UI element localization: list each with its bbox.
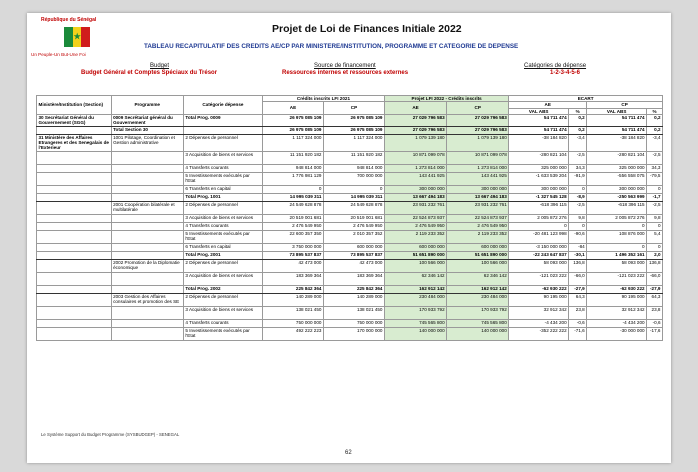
ecart-ae-pct-cell: -2,5	[569, 151, 587, 164]
category-cell: 3 Acquisition de biens et services	[183, 151, 262, 164]
programme-cell: 1001 Pilotage, Coordination et Gestion administrative	[111, 134, 183, 151]
lfi2022-cp-cell: 140 000 000	[447, 327, 509, 340]
programme-cell	[111, 251, 183, 259]
lfi2021-ae-cell: 24 549 628 878	[262, 201, 323, 214]
lfi2021-ae-cell: 3 750 000 000	[262, 243, 323, 251]
ecart-cp-valabs-cell: -618 396 115	[587, 201, 647, 214]
lfi2022-cp-cell: 1 079 139 180	[447, 134, 509, 151]
ecart-ae-pct-cell: -0,6	[569, 319, 587, 327]
programme-cell	[111, 306, 183, 319]
lfi2021-cp-cell: 0	[323, 185, 384, 193]
ecart-ae-valabs-cell: -20 481 123 998	[509, 230, 569, 243]
lfi2022-cp-cell: 27 029 796 583	[447, 126, 509, 134]
ecart-ae-pct-cell: -2,5	[569, 201, 587, 214]
category-cell: 3 Acquisition de biens et services	[183, 214, 262, 222]
programme-cell: 2001 Coopération bilatérale et multilatérale	[111, 201, 183, 214]
programme-cell	[111, 222, 183, 230]
ecart-cp-pct-cell: 0,2	[647, 126, 663, 134]
ecart-cp-valabs-cell: -38 184 820	[587, 134, 647, 151]
programme-cell	[111, 327, 183, 340]
source-label: Source de financement	[314, 63, 376, 69]
lfi2022-ae-cell: 22 524 873 937	[384, 214, 446, 222]
section-cell	[37, 230, 112, 243]
ecart-ae-pct-cell: -84	[569, 243, 587, 251]
ecart-cp-valabs-cell: 32 912 342	[587, 306, 647, 319]
table-row	[37, 285, 663, 293]
lfi2021-ae-cell: 948 814 000	[262, 164, 323, 172]
table-row	[37, 164, 663, 172]
lfi2021-cp-cell: 20 519 001 681	[323, 214, 384, 222]
table-row	[37, 126, 663, 134]
ecart-ae-valabs-cell: -38 184 820	[509, 134, 569, 151]
table-row	[37, 193, 663, 201]
category-cell: 2 Dépenses de personnel	[183, 293, 262, 306]
lfi2022-cp-cell: 13 667 494 183	[447, 193, 509, 201]
ecart-cp-pct-cell: 64,3	[647, 293, 663, 306]
section-cell	[37, 327, 112, 340]
lfi2022-cp-cell: 1 273 814 000	[447, 164, 509, 172]
lfi2021-cp-cell: 11 151 920 182	[323, 151, 384, 164]
ecart-ae-header: AE	[509, 102, 587, 108]
lfi2022-cp-cell: 51 651 890 000	[447, 251, 509, 259]
lfi2022-ae-header: AE	[384, 102, 446, 115]
lfi2021-ae-cell: 14 995 039 311	[262, 193, 323, 201]
lfi2022-cp-header: CP	[447, 102, 509, 115]
lfi2021-ae-cell: 42 473 000	[262, 259, 323, 272]
ecart-cp-pct-header: %	[647, 108, 663, 114]
programme-cell	[111, 172, 183, 185]
ecart-cp-pct-cell: -79,5	[647, 172, 663, 185]
ecart-cp-pct-cell: 2,0	[647, 251, 663, 259]
lfi2021-cp-cell: 138 021 450	[323, 306, 384, 319]
category-cell: Total Prog. 2002	[183, 285, 262, 293]
lfi2022-ae-cell: 170 933 792	[384, 306, 446, 319]
table-row	[37, 201, 663, 214]
ecart-ae-valabs-cell: -4 434 200	[509, 319, 569, 327]
lfi2021-cp-cell: 24 549 628 878	[323, 201, 384, 214]
lfi2021-cp-cell: 750 000 000	[323, 319, 384, 327]
section-cell: 31 Ministère des Affaires Etrangeres et des Senegalais de l'Exterieur	[37, 134, 112, 151]
lfi2021-cp-cell: 140 289 000	[323, 293, 384, 306]
ecart-ae-valabs-cell: -1 327 545 128	[509, 193, 569, 201]
ecart-cp-valabs-cell: 2 005 872 276	[587, 214, 647, 222]
ecart-cp-pct-cell: 0	[647, 185, 663, 193]
lfi2021-cp-cell: 14 995 039 311	[323, 193, 384, 201]
programme-cell: 0009 Secrétariat général du Gouvernement	[111, 114, 183, 126]
lfi2022-ae-cell: 1 079 139 180	[384, 134, 446, 151]
lfi2022-ae-cell: 62 346 142	[384, 272, 446, 285]
lfi2021-ae-cell: 0	[262, 185, 323, 193]
lfi2021-ae-cell: 492 222 223	[262, 327, 323, 340]
lfi2022-ae-cell: 230 484 000	[384, 293, 446, 306]
ecart-cp-valabs-cell: 325 000 000	[587, 164, 647, 172]
ecart-cp-valabs-cell: -280 821 104	[587, 151, 647, 164]
lfi2021-cp-cell: 26 975 085 109	[323, 126, 384, 134]
section-cell	[37, 214, 112, 222]
category-cell: Total Prog. 1001	[183, 193, 262, 201]
lfi2021-cp-cell: 700 000 000	[323, 172, 384, 185]
lfi2022-cp-cell: 162 912 142	[447, 285, 509, 293]
lfi2021-cp-cell: 225 842 364	[323, 285, 384, 293]
programme-cell: 2003 Gestion des Affaires consulaires et promotion des SE	[111, 293, 183, 306]
footer-system: Le Système Support du Budget Programme (SYSBUDGEP) - SENEGAL	[41, 432, 180, 437]
lfi2021-cp-header: CP	[323, 102, 384, 115]
page-subtitle: TABLEAU RECAPITULATIF DES CREDITS AE/CP PAR MINISTERE/INSTITUTION, PROGRAMME ET CATEGORIE DE DEPENSE	[144, 43, 519, 50]
ecart-ae-valabs-cell: -618 396 115	[509, 201, 569, 214]
page-title: Projet de Loi de Finances Initiale 2022	[272, 23, 462, 35]
category-cell: 2 Dépenses de personnel	[183, 134, 262, 151]
lfi2022-cp-cell: 300 000 000	[447, 185, 509, 193]
lfi2021-ae-header: AE	[262, 102, 323, 115]
table-row	[37, 222, 663, 230]
source-value: Ressources internes et ressources externes	[282, 70, 409, 76]
lfi2022-ae-cell: 100 566 000	[384, 259, 446, 272]
table-body	[37, 114, 663, 340]
ecart-ae-valabs-cell: 300 000 000	[509, 185, 569, 193]
section-cell	[37, 185, 112, 193]
column-lfi2021: Crédits inscrits LFI 2021	[262, 96, 384, 102]
lfi2022-cp-cell: 170 933 792	[447, 306, 509, 319]
ecart-cp-pct-cell: -66,0	[647, 272, 663, 285]
lfi2021-ae-cell: 11 151 920 182	[262, 151, 323, 164]
lfi2021-ae-cell: 1 117 324 000	[262, 134, 323, 151]
ecart-cp-pct-cell: 23,8	[647, 306, 663, 319]
table-row	[37, 327, 663, 340]
ecart-ae-pct-cell: -66,0	[569, 272, 587, 285]
lfi2022-cp-cell: 143 441 925	[447, 172, 509, 185]
categories-label: Catégories de dépense	[524, 63, 587, 69]
ecart-ae-valabs-cell: -62 930 222	[509, 285, 569, 293]
category-cell	[183, 126, 262, 134]
ecart-cp-pct-cell: 5,4	[647, 230, 663, 243]
lfi2022-ae-cell: 27 029 796 583	[384, 114, 446, 126]
programme-cell	[111, 230, 183, 243]
ecart-cp-valabs-cell: 300 000 000	[587, 185, 647, 193]
ecart-ae-valabs-header: VAL ABS	[509, 108, 569, 114]
table-row	[37, 319, 663, 327]
lfi2021-cp-cell: 170 000 000	[323, 327, 384, 340]
lfi2021-cp-cell: 73 895 537 837	[323, 251, 384, 259]
section-cell	[37, 126, 112, 134]
section-cell	[37, 172, 112, 185]
programme-cell	[111, 185, 183, 193]
lfi2022-cp-cell: 230 484 000	[447, 293, 509, 306]
lfi2022-ae-cell: 143 441 925	[384, 172, 446, 185]
lfi2021-ae-cell: 20 519 001 681	[262, 214, 323, 222]
programme-cell	[111, 285, 183, 293]
programme-cell: 2002 Promotion de la Diplomatie économique	[111, 259, 183, 272]
table-row	[37, 251, 663, 259]
category-cell: 4 Transferts courants	[183, 164, 262, 172]
section-cell	[37, 259, 112, 272]
ecart-ae-valabs-cell: -352 222 222	[509, 327, 569, 340]
lfi2022-ae-cell: 2 119 233 352	[384, 230, 446, 243]
ecart-ae-pct-cell: 9,8	[569, 214, 587, 222]
ecart-ae-pct-cell: 0,2	[569, 114, 587, 126]
category-cell: 4 Transferts courants	[183, 319, 262, 327]
ecart-cp-pct-cell: -0,6	[647, 319, 663, 327]
ecart-ae-pct-cell: -3,4	[569, 134, 587, 151]
category-cell: 2 Dépenses de personnel	[183, 259, 262, 272]
ecart-cp-valabs-cell: 90 195 000	[587, 293, 647, 306]
lfi2022-ae-cell: 13 667 494 183	[384, 193, 446, 201]
lfi2021-cp-cell: 2 476 549 950	[323, 222, 384, 230]
lfi2022-ae-cell: 300 000 000	[384, 185, 446, 193]
ecart-cp-pct-cell: -27,9	[647, 285, 663, 293]
lfi2022-cp-cell: 23 931 232 761	[447, 201, 509, 214]
ecart-cp-valabs-cell: -4 434 200	[587, 319, 647, 327]
ecart-ae-valabs-cell: -3 150 000 000	[509, 243, 569, 251]
lfi2022-ae-cell: 10 871 099 078	[384, 151, 446, 164]
ecart-ae-valabs-cell: -1 633 539 204	[509, 172, 569, 185]
ecart-cp-valabs-cell: -30 000 000	[587, 327, 647, 340]
ecart-ae-pct-cell: 64,3	[569, 293, 587, 306]
category-cell: 2 Dépenses de personnel	[183, 201, 262, 214]
programme-cell	[111, 243, 183, 251]
lfi2021-cp-cell: 2 010 357 352	[323, 230, 384, 243]
category-cell: 3 Acquisition de biens et services	[183, 272, 262, 285]
column-categorie: Catégorie dépense	[183, 96, 262, 115]
ecart-ae-pct-cell: -8,9	[569, 193, 587, 201]
categories-value: 1-2-3-4-5-6	[550, 70, 581, 76]
ecart-ae-pct-cell: 0	[569, 185, 587, 193]
lfi2022-ae-cell: 51 651 890 000	[384, 251, 446, 259]
ecart-cp-pct-cell: 0	[647, 222, 663, 230]
ecart-ae-pct-cell: -91,9	[569, 172, 587, 185]
column-ministere: Ministère/Institution (Section)	[37, 96, 112, 115]
table-row	[37, 230, 663, 243]
lfi2021-ae-cell: 183 369 364	[262, 272, 323, 285]
programme-cell	[111, 193, 183, 201]
programme-cell	[111, 164, 183, 172]
lfi2022-ae-cell: 600 000 000	[384, 243, 446, 251]
ecart-ae-valabs-cell: 58 093 000	[509, 259, 569, 272]
section-cell: 30 Secrétariat Général du Gouvernement (SGG)	[37, 114, 112, 126]
ecart-ae-pct-cell: 34,3	[569, 164, 587, 172]
ecart-cp-pct-cell: -17,6	[647, 327, 663, 340]
section-cell	[37, 151, 112, 164]
budget-label: Budget	[150, 63, 170, 69]
table-row	[37, 134, 663, 151]
lfi2021-cp-cell: 26 975 085 109	[323, 114, 384, 126]
lfi2022-ae-cell: 140 000 000	[384, 327, 446, 340]
ecart-cp-pct-cell: -3,4	[647, 134, 663, 151]
ecart-cp-valabs-cell: 58 093 000	[587, 259, 647, 272]
table-row	[37, 293, 663, 306]
lfi2022-cp-cell: 62 346 142	[447, 272, 509, 285]
lfi2021-ae-cell: 138 021 450	[262, 306, 323, 319]
ecart-cp-pct-cell: -1,7	[647, 193, 663, 201]
ecart-ae-pct-cell: 136,8	[569, 259, 587, 272]
lfi2021-ae-cell: 140 289 000	[262, 293, 323, 306]
ecart-cp-valabs-cell: -62 930 222	[587, 285, 647, 293]
section-cell	[37, 285, 112, 293]
section-cell	[37, 319, 112, 327]
ecart-ae-pct-cell: -71,6	[569, 327, 587, 340]
national-motto: Un Peuple-Un But-Une Foi	[31, 52, 86, 57]
table-row	[37, 214, 663, 222]
ecart-ae-pct-cell: 23,8	[569, 306, 587, 319]
column-programme: Programme	[111, 96, 183, 115]
section-cell	[37, 193, 112, 201]
lfi2022-cp-cell: 2 476 549 950	[447, 222, 509, 230]
ecart-cp-valabs-cell: 54 711 474	[587, 114, 647, 126]
lfi2021-cp-cell: 183 369 364	[323, 272, 384, 285]
lfi2022-ae-cell: 27 029 796 583	[384, 126, 446, 134]
table-row	[37, 272, 663, 285]
section-cell	[37, 243, 112, 251]
ecart-ae-pct-cell: 0,2	[569, 126, 587, 134]
section-cell	[37, 293, 112, 306]
ecart-cp-valabs-cell: 54 711 474	[587, 126, 647, 134]
ecart-ae-valabs-cell: 54 711 474	[509, 114, 569, 126]
section-cell	[37, 222, 112, 230]
table-row	[37, 259, 663, 272]
programme-cell	[111, 319, 183, 327]
ecart-cp-pct-cell: 0	[647, 243, 663, 251]
ecart-cp-valabs-cell: 0	[587, 222, 647, 230]
ecart-cp-valabs-header: VAL ABS	[587, 108, 647, 114]
programme-cell	[111, 272, 183, 285]
section-cell	[37, 164, 112, 172]
ecart-ae-valabs-cell: 54 711 474	[509, 126, 569, 134]
credits-table	[36, 95, 663, 341]
category-cell: 3 Acquisition de biens et services	[183, 306, 262, 319]
lfi2021-ae-cell: 1 776 981 129	[262, 172, 323, 185]
programme-cell	[111, 214, 183, 222]
lfi2021-ae-cell: 22 600 357 350	[262, 230, 323, 243]
ecart-cp-pct-cell: 34,3	[647, 164, 663, 172]
country-name: République du Sénégal	[41, 17, 97, 23]
ecart-ae-valabs-cell: 325 000 000	[509, 164, 569, 172]
ecart-cp-valabs-cell: 108 876 000	[587, 230, 647, 243]
lfi2021-ae-cell: 750 000 000	[262, 319, 323, 327]
lfi2022-cp-cell: 100 566 000	[447, 259, 509, 272]
column-ecart: ECART	[509, 96, 663, 102]
lfi2022-ae-cell: 2 476 549 950	[384, 222, 446, 230]
ecart-cp-valabs-cell: -250 563 999	[587, 193, 647, 201]
lfi2022-cp-cell: 27 029 796 583	[447, 114, 509, 126]
ecart-ae-valabs-cell: 90 195 000	[509, 293, 569, 306]
section-cell	[37, 272, 112, 285]
ecart-cp-pct-cell: 9,8	[647, 214, 663, 222]
ecart-ae-pct-header: %	[569, 108, 587, 114]
lfi2021-ae-cell: 225 842 364	[262, 285, 323, 293]
category-cell: 5 Investissements exécutés par l'Etat	[183, 172, 262, 185]
ecart-ae-valabs-cell: 2 005 872 276	[509, 214, 569, 222]
ecart-ae-pct-cell: -27,9	[569, 285, 587, 293]
senegal-coat-of-arms-icon: ★	[64, 27, 90, 47]
ecart-ae-pct-cell: 0	[569, 222, 587, 230]
table-row	[37, 151, 663, 164]
lfi2022-ae-cell: 745 565 800	[384, 319, 446, 327]
lfi2021-cp-cell: 1 117 324 000	[323, 134, 384, 151]
page-number: 62	[345, 450, 352, 456]
category-cell: 5 Investissements exécutés par l'Etat	[183, 327, 262, 340]
ecart-cp-header: CP	[587, 102, 663, 108]
section-cell	[37, 251, 112, 259]
budget-value: Budget Général et Comptes Spéciaux du Trésor	[81, 70, 218, 76]
lfi2021-ae-cell: 73 895 537 837	[262, 251, 323, 259]
ecart-cp-pct-cell: -2,5	[647, 151, 663, 164]
lfi2022-ae-cell: 162 912 142	[384, 285, 446, 293]
category-cell: 6 Transferts en capital	[183, 185, 262, 193]
table-row	[37, 185, 663, 193]
lfi2022-cp-cell: 2 119 233 352	[447, 230, 509, 243]
lfi2021-ae-cell: 26 975 085 109	[262, 114, 323, 126]
section-cell	[37, 306, 112, 319]
column-lfi2022: Projet LFI 2022 - Crédits inscrits	[384, 96, 508, 102]
ecart-cp-valabs-cell: 0	[587, 243, 647, 251]
ecart-cp-pct-cell: 136,8	[647, 259, 663, 272]
section-cell	[37, 201, 112, 214]
table-row	[37, 172, 663, 185]
lfi2021-cp-cell: 42 473 000	[323, 259, 384, 272]
lfi2022-ae-cell: 23 931 232 761	[384, 201, 446, 214]
ecart-cp-valabs-cell: -556 558 075	[587, 172, 647, 185]
programme-cell	[111, 151, 183, 164]
table-row	[37, 243, 663, 251]
lfi2022-cp-cell: 600 000 000	[447, 243, 509, 251]
lfi2021-ae-cell: 2 476 549 950	[262, 222, 323, 230]
ecart-cp-valabs-cell: -121 023 222	[587, 272, 647, 285]
ecart-ae-valabs-cell: 32 912 342	[509, 306, 569, 319]
ecart-cp-valabs-cell: 1 496 352 161	[587, 251, 647, 259]
ecart-ae-valabs-cell: -22 243 647 837	[509, 251, 569, 259]
lfi2022-ae-cell: 1 273 814 000	[384, 164, 446, 172]
document-page	[27, 13, 671, 463]
ecart-ae-pct-cell: -30,1	[569, 251, 587, 259]
ecart-ae-valabs-cell: -121 023 222	[509, 272, 569, 285]
ecart-ae-valabs-cell: -280 821 104	[509, 151, 569, 164]
lfi2022-cp-cell: 10 871 099 078	[447, 151, 509, 164]
category-cell: Total Prog. 0009	[183, 114, 262, 126]
table-row	[37, 114, 663, 126]
ecart-cp-pct-cell: 0,2	[647, 114, 663, 126]
lfi2022-cp-cell: 745 565 800	[447, 319, 509, 327]
category-cell: Total Prog. 2001	[183, 251, 262, 259]
category-cell: 5 Investissements exécutés par l'Etat	[183, 230, 262, 243]
lfi2022-cp-cell: 22 524 873 937	[447, 214, 509, 222]
ecart-ae-pct-cell: -90,6	[569, 230, 587, 243]
lfi2021-cp-cell: 948 814 000	[323, 164, 384, 172]
programme-cell: Total Section 30	[111, 126, 183, 134]
ecart-cp-pct-cell: -2,5	[647, 201, 663, 214]
category-cell: 4 Transferts courants	[183, 222, 262, 230]
table-row	[37, 306, 663, 319]
ecart-ae-valabs-cell: 0	[509, 222, 569, 230]
category-cell: 6 Transferts en capital	[183, 243, 262, 251]
lfi2021-ae-cell: 26 975 085 109	[262, 126, 323, 134]
lfi2021-cp-cell: 600 000 000	[323, 243, 384, 251]
